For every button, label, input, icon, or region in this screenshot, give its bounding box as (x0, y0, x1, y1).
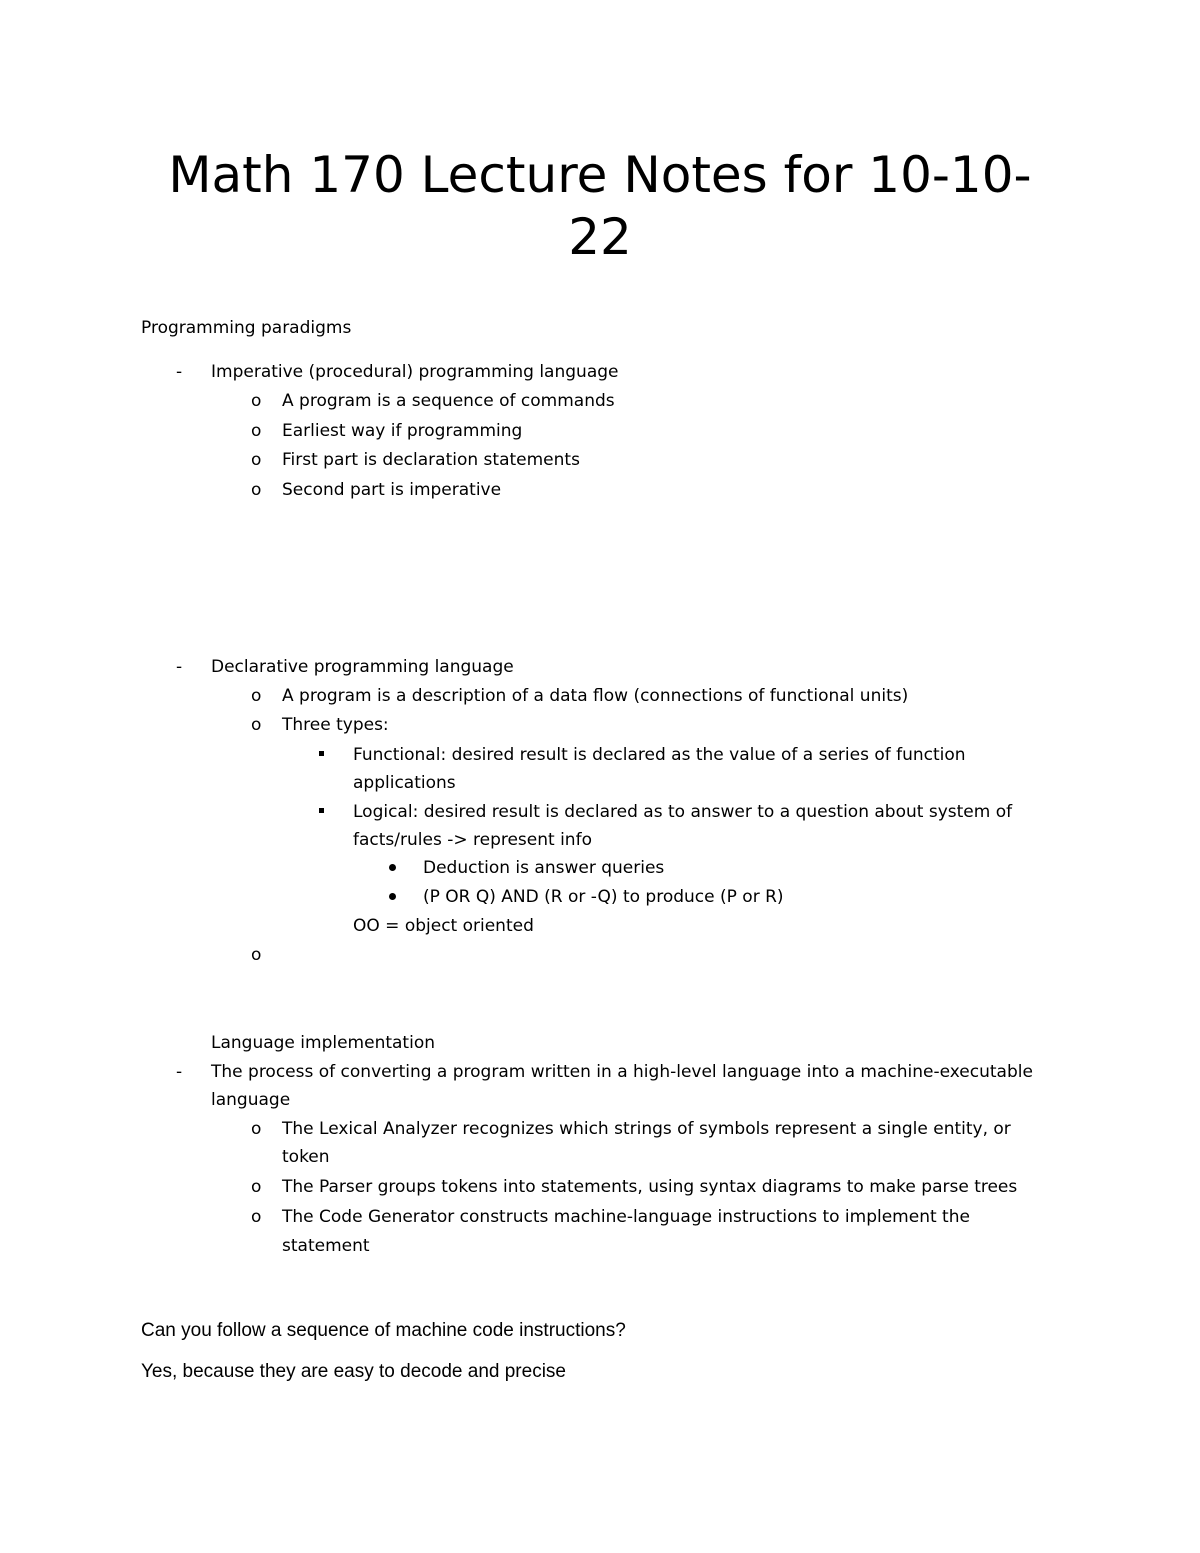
list-item-codegen: The Code Generator constructs machine-language instructions to implement the (282, 1207, 970, 1227)
list-item: First part is declaration statements (282, 450, 580, 470)
circle-bullet: o (251, 480, 262, 500)
list-item-process: The process of converting a program written in a high-level language into a machine-executable (211, 1062, 1033, 1082)
list-item-functional: Functional: desired result is declared as the value of a series of function (353, 745, 966, 765)
circle-bullet: o (251, 1207, 262, 1227)
list-item-process-cont: language (211, 1090, 291, 1110)
list-item-lexical-cont: token (282, 1147, 330, 1167)
round-bullet-icon (389, 864, 396, 871)
list-item-logical-cont: facts/rules -> represent info (353, 830, 592, 850)
circle-bullet: o (251, 391, 262, 411)
circle-bullet: o (251, 1119, 262, 1139)
list-item: Earliest way if programming (282, 421, 523, 441)
list-item: Deduction is answer queries (423, 858, 665, 878)
circle-bullet: o (251, 715, 262, 735)
section-heading-programming-paradigms: Programming paradigms (141, 318, 352, 338)
square-bullet-icon (319, 808, 324, 813)
question-text: Can you follow a sequence of machine code instructions? (141, 1320, 626, 1341)
circle-bullet: o (251, 1177, 262, 1197)
list-item-functional-cont: applications (353, 773, 456, 793)
circle-bullet: o (251, 686, 262, 706)
dash-bullet: - (176, 362, 183, 382)
page-title-line-1: Math 170 Lecture Notes for 10-10- (168, 146, 1032, 204)
dash-bullet: - (176, 657, 183, 677)
circle-bullet: o (251, 450, 262, 470)
answer-text: Yes, because they are easy to decode and precise (141, 1361, 566, 1382)
list-item-lexical: The Lexical Analyzer recognizes which strings of symbols represent a single entity, or (282, 1119, 1011, 1139)
list-item-logical: Logical: desired result is declared as to answer to a question about system of (353, 802, 1013, 822)
list-item: A program is a description of a data flow (connections of functional units) (282, 686, 909, 706)
list-item-declarative: Declarative programming language (211, 657, 514, 677)
circle-bullet: o (251, 421, 262, 441)
section-heading-language-implementation: Language implementation (211, 1033, 435, 1053)
dash-bullet: - (176, 1062, 183, 1082)
list-item-imperative: Imperative (procedural) programming language (211, 362, 619, 382)
round-bullet-icon (389, 893, 396, 900)
circle-bullet: o (251, 945, 262, 965)
list-item-parser: The Parser groups tokens into statements, using syntax diagrams to make parse trees (282, 1177, 1018, 1197)
list-item: (P OR Q) AND (R or -Q) to produce (P or R) (423, 887, 784, 907)
oo-note: OO = object oriented (353, 916, 534, 936)
list-item-codegen-cont: statement (282, 1236, 370, 1256)
page-title-line-2: 22 (568, 208, 632, 266)
list-item: Three types: (282, 715, 389, 735)
list-item: A program is a sequence of commands (282, 391, 615, 411)
square-bullet-icon (319, 751, 324, 756)
list-item: Second part is imperative (282, 480, 502, 500)
